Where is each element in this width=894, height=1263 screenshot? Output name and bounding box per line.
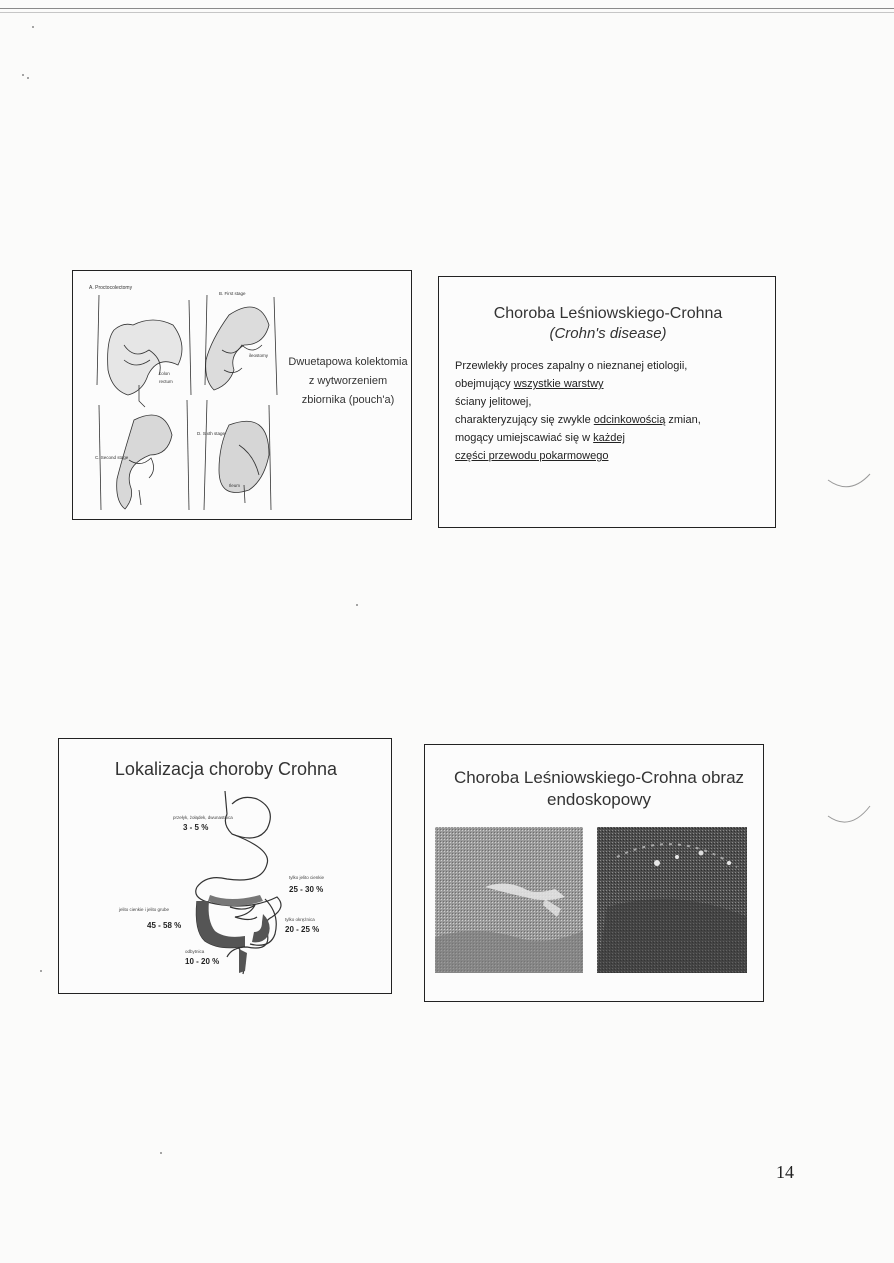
slide-localization [58,738,392,994]
definition-subtitle: (Crohn's disease) [549,325,667,342]
label-ileum: Ileum [229,483,241,488]
stat-label-upper: przełyk, żołądek, dwunastnica [173,815,233,820]
stat-label-colon: tylko okrężnica [285,917,315,922]
endoscopy-title: Choroba Leśniowskiego-Crohna obraz endoskopowy [453,768,745,809]
top-rule-light [0,12,894,13]
slide-endoscopy [424,744,764,1002]
definition-line: obejmujący wszystkie warstwy [455,378,604,390]
scan-speck [32,26,34,28]
colectomy-caption [285,353,411,410]
top-rule [0,8,894,9]
definition-line: charakteryzujący się zwykle odcinkowością zmian, [455,414,701,426]
label-c: C. Second stage [95,455,129,460]
scan-speck [22,74,24,76]
slide-colectomy [72,270,412,520]
label-colon: colon [159,371,170,376]
stat-label-ileocolic: jelito cienkie i jelito grube [119,907,170,912]
label-a: A. Proctocolectomy [89,285,133,291]
definition-body [455,357,775,465]
binder-hole-mark [826,470,876,500]
stat-label-rectum: odbytnica [185,949,205,954]
endoscopy-photo-right [597,827,747,973]
caption-line-2: z wytworzeniem [308,375,388,387]
definition-line: części przewodu pokarmowego [455,450,609,462]
stat-label-small-intestine: tylko jelito cienkie [289,875,325,880]
localization-title: Lokalizacja choroby Crohna [114,759,338,779]
scan-speck [40,970,42,972]
stat-value-small-intestine: 25 - 30 % [289,885,324,894]
stat-value-colon: 20 - 25 % [285,925,320,934]
stat-value-upper: 3 - 5 % [183,823,209,832]
scan-speck [160,1152,162,1154]
definition-line: Przewlekły proces zapalny o nieznanej etiologii, [455,360,688,372]
stat-value-ileocolic: 45 - 58 % [147,921,182,930]
colectomy-illustration [79,275,289,515]
scan-speck [356,604,358,606]
label-ileostomy: ileostomy [249,353,269,358]
endoscopy-photo-left [435,827,583,973]
stat-value-rectum: 10 - 20 % [185,957,220,966]
caption-line-1: Dwuetapowa kolektomia [288,356,408,368]
scan-speck [27,77,29,79]
label-rectum: rectum [159,379,173,384]
label-d: D. Sixth stage [197,431,226,436]
binder-hole-mark [826,800,876,835]
page-number: 14 [776,1162,794,1182]
label-b: B. First stage [219,291,246,296]
definition-line: mogący umiejscawiać się w każdej [455,432,625,444]
slide-definition [438,276,776,528]
definition-title: Choroba Leśniowskiego-Crohna [493,305,723,322]
caption-line-3: zbiornika (pouch'a) [301,394,395,406]
definition-line: ściany jelitowej, [455,396,532,408]
